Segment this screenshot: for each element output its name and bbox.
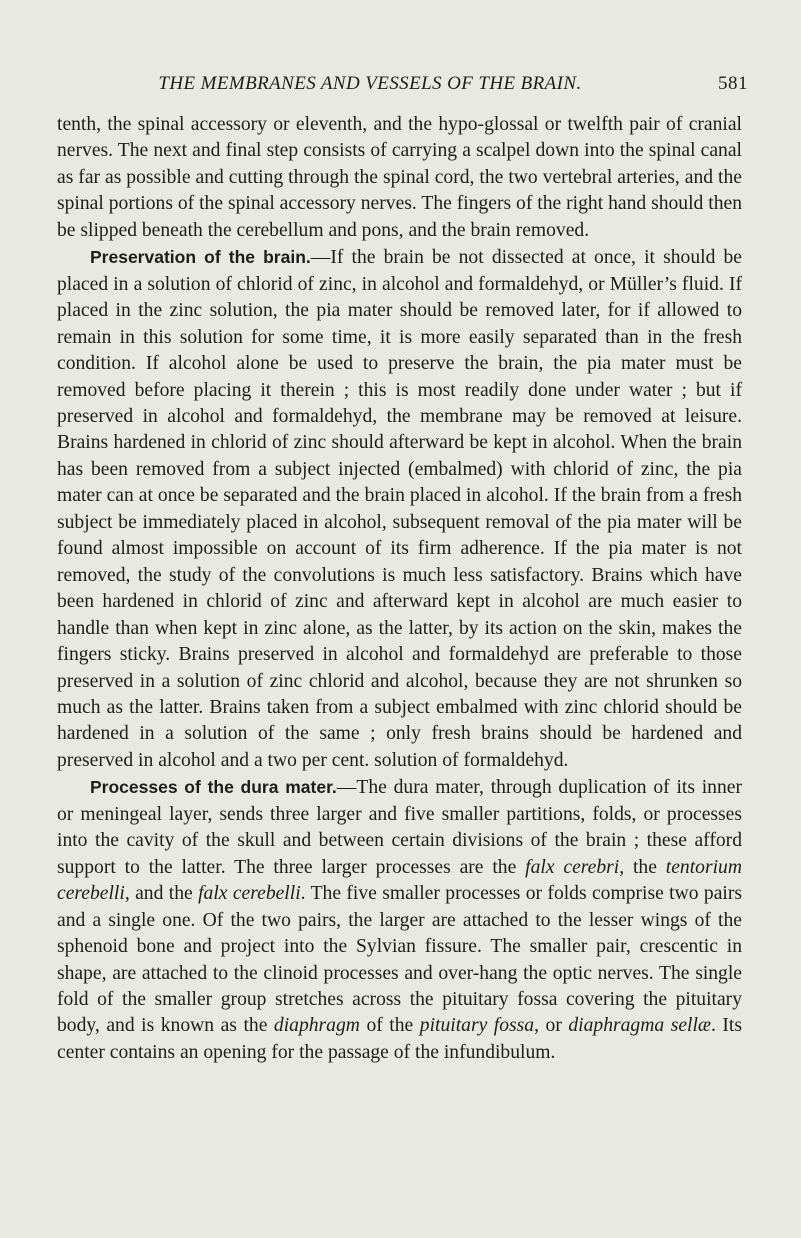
- section-heading: Processes of the dura mater.: [90, 777, 337, 798]
- paragraph: [57, 112, 742, 244]
- term-italic: falx cerebri: [525, 856, 620, 878]
- paragraph-text: of the: [359, 1015, 420, 1037]
- term-italic: diaphragma sellæ: [568, 1015, 711, 1037]
- paragraph-text: tenth, the spinal accessory or eleventh, and the hypo-glossal or twelfth pair of cranial nerves. The next and final step consists of carrying a scalpel down into the spinal canal as far as possible and cutting through the spinal cord, the two vertebral arteries, and the spinal portions of the spinal accessory nerves. The fingers of the right hand should then be slipped beneath the cerebellum and pons, and the brain removed.: [57, 114, 742, 241]
- paragraph-text: , and the: [124, 883, 199, 905]
- section-heading: Preservation of the brain.: [90, 247, 311, 268]
- term-italic: falx cerebelli: [198, 883, 301, 905]
- paragraph-text: . Its center contains an opening for the passage of the infundibulum.: [57, 1015, 742, 1063]
- paragraph-text: —If the brain be not dissected at once, it should be placed in a solution of chlorid of zinc, in alcohol and formaldehyd, or Müller’s fluid. If placed in the zinc solution, the pia mater should be removed later, for if allowed to remain in this solution for some time, it is more easily separated than in the fresh condition. If alcohol alone be used to preserve the brain, the pia mater must be removed before placing it therein ; this is most readily done under water ; but if preserved in alcohol and formaldehyd, the membrane may be removed at leisure. Brains hardened in chlorid of zinc should afterward be kept in alcohol. When the brain has been removed from a subject injected (embalmed) with chlorid of zinc, the pia mater can at once be separated and the brain placed in alcohol. If the brain from a fresh subject be immediately placed in alcohol, subsequent removal of the pia mater will be found almost impossible on account of its firm adherence. If the pia mater is not removed, the study of the convolutions is much less satisfactory. Brains which have been hardened in chlorid of zinc and afterward kept in alcohol are much easier to handle than when kept in zinc alone, as the latter, by its action on the skin, makes the fingers sticky. Brains preserved in alcohol and formaldehyd are preferable to those preserved in a solution of zinc chlorid and alcohol, because they are not shrunken so much as the latter. Brains taken from a subject embalmed with zinc chlorid should be hardened in a solution of the same ; only fresh brains should be hardened and preserved in alcohol and a two per cent. solution of formaldehyd.: [57, 247, 742, 771]
- term-italic: tentorium cerebelli: [57, 856, 742, 905]
- term-italic: pituitary fossa: [419, 1015, 535, 1037]
- body-text: [57, 112, 742, 1066]
- paragraph-text: , the: [619, 856, 666, 878]
- running-header: THE MEMBRANES AND VESSELS OF THE BRAIN.: [158, 73, 582, 94]
- page-number: 581: [718, 73, 748, 94]
- paragraph: [57, 244, 742, 774]
- term-italic: diaphragm: [273, 1015, 360, 1037]
- paragraph: [57, 774, 742, 1066]
- paragraph-text: —The dura mater, through duplication of its inner or meningeal layer, sends three larger and five smaller partitions, folds, or processes into the cavity of the skull and between certain divisions of the brain ; these afford support to the latter. The three larger processes are the: [57, 777, 742, 878]
- paragraph-text: , or: [534, 1015, 569, 1037]
- paragraph-text: . The five smaller processes or folds comprise two pairs and a single one. Of the two pairs, the larger are attached to the lesser wings of the sphenoid bone and project into the Sylvian fissure. The smaller pair, crescentic in shape, are attached to the clinoid processes and over-hang the optic nerves. The single fold of the smaller group stretches across the pituitary fossa covering the pituitary body, and is known as the: [57, 883, 743, 1037]
